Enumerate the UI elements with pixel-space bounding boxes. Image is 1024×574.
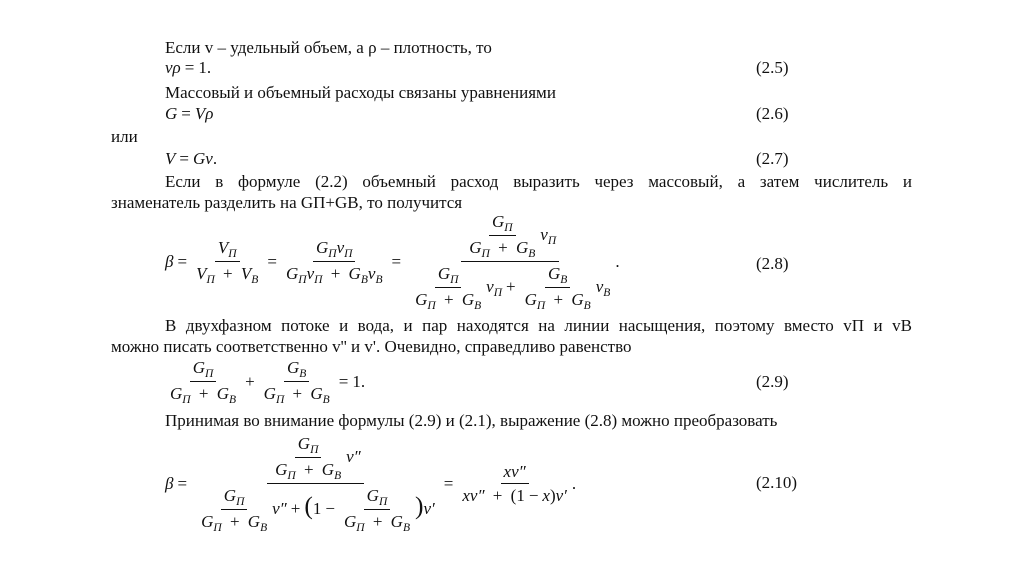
text-line-4: Если в формуле (2.2) объемный расход выразить через массовый, а затем числитель и: [165, 172, 912, 191]
text-line-6: В двухфазном потоке и вода, и пар находятся на линии насыщения, поэтому вместо vП и vВ: [165, 316, 912, 335]
text-line-8: Принимая во внимание формулы (2.9) и (2.1), выражение (2.8) можно преобразовать: [165, 411, 778, 430]
equation-number-2-9: (2.9): [756, 372, 789, 391]
equation-2-9: $\frac{G_П}{G_П + G_В}$ + $\frac{G_В}{G_П + G_В}$ = 1.: [170, 357, 366, 407]
equation-number-2-6: (2.6): [756, 104, 789, 123]
equation-number-2-8: (2.8): [756, 254, 789, 273]
equation-2-6: G = Vρ: [165, 104, 214, 123]
equation-2-10: β = $\frac{G_П}{G_П + G_В}$ v″ $\frac{G_П}{G_П + G_В}$ v″ + (1 − $\frac{G_П}{G_П + G_В}$ )v′ = $\frac{xv''}{xv'' + (1 - x)v'}$ .: [165, 433, 577, 535]
equation-number-2-10: (2.10): [756, 473, 798, 492]
text-line-7: можно писать соответственно v'' и v'. Очевидно, справедливо равенство: [111, 337, 632, 356]
equation-number-2-7: (2.7): [756, 149, 789, 168]
equation-2-5: vρ = 1.: [165, 58, 212, 77]
text-line-1: Если v – удельный объем, а ρ – плотность, то: [165, 38, 492, 57]
equation-2-8: β = $\frac{V_П}{V_П + V_В}$ = $\frac{G_Пv_П}{G_Пv_П + G_Вv_В}$ = $\frac{G_П}{G_П + G_В}$ $v_П$ $\frac{G_П}{G_П + G_В}$ $v_П$ + $\frac{G_В}{G_П + G_В}$ $v_В$ .: [165, 211, 620, 313]
text-line-2: Массовый и объемный расходы связаны уравнениями: [165, 83, 556, 102]
equation-2-7: V = Gv .: [165, 149, 218, 168]
equation-number-2-5: (2.5): [756, 58, 789, 77]
text-line-3: или: [111, 127, 138, 146]
text-line-5: знаменатель разделить на GП+GВ, то получится: [111, 193, 463, 212]
